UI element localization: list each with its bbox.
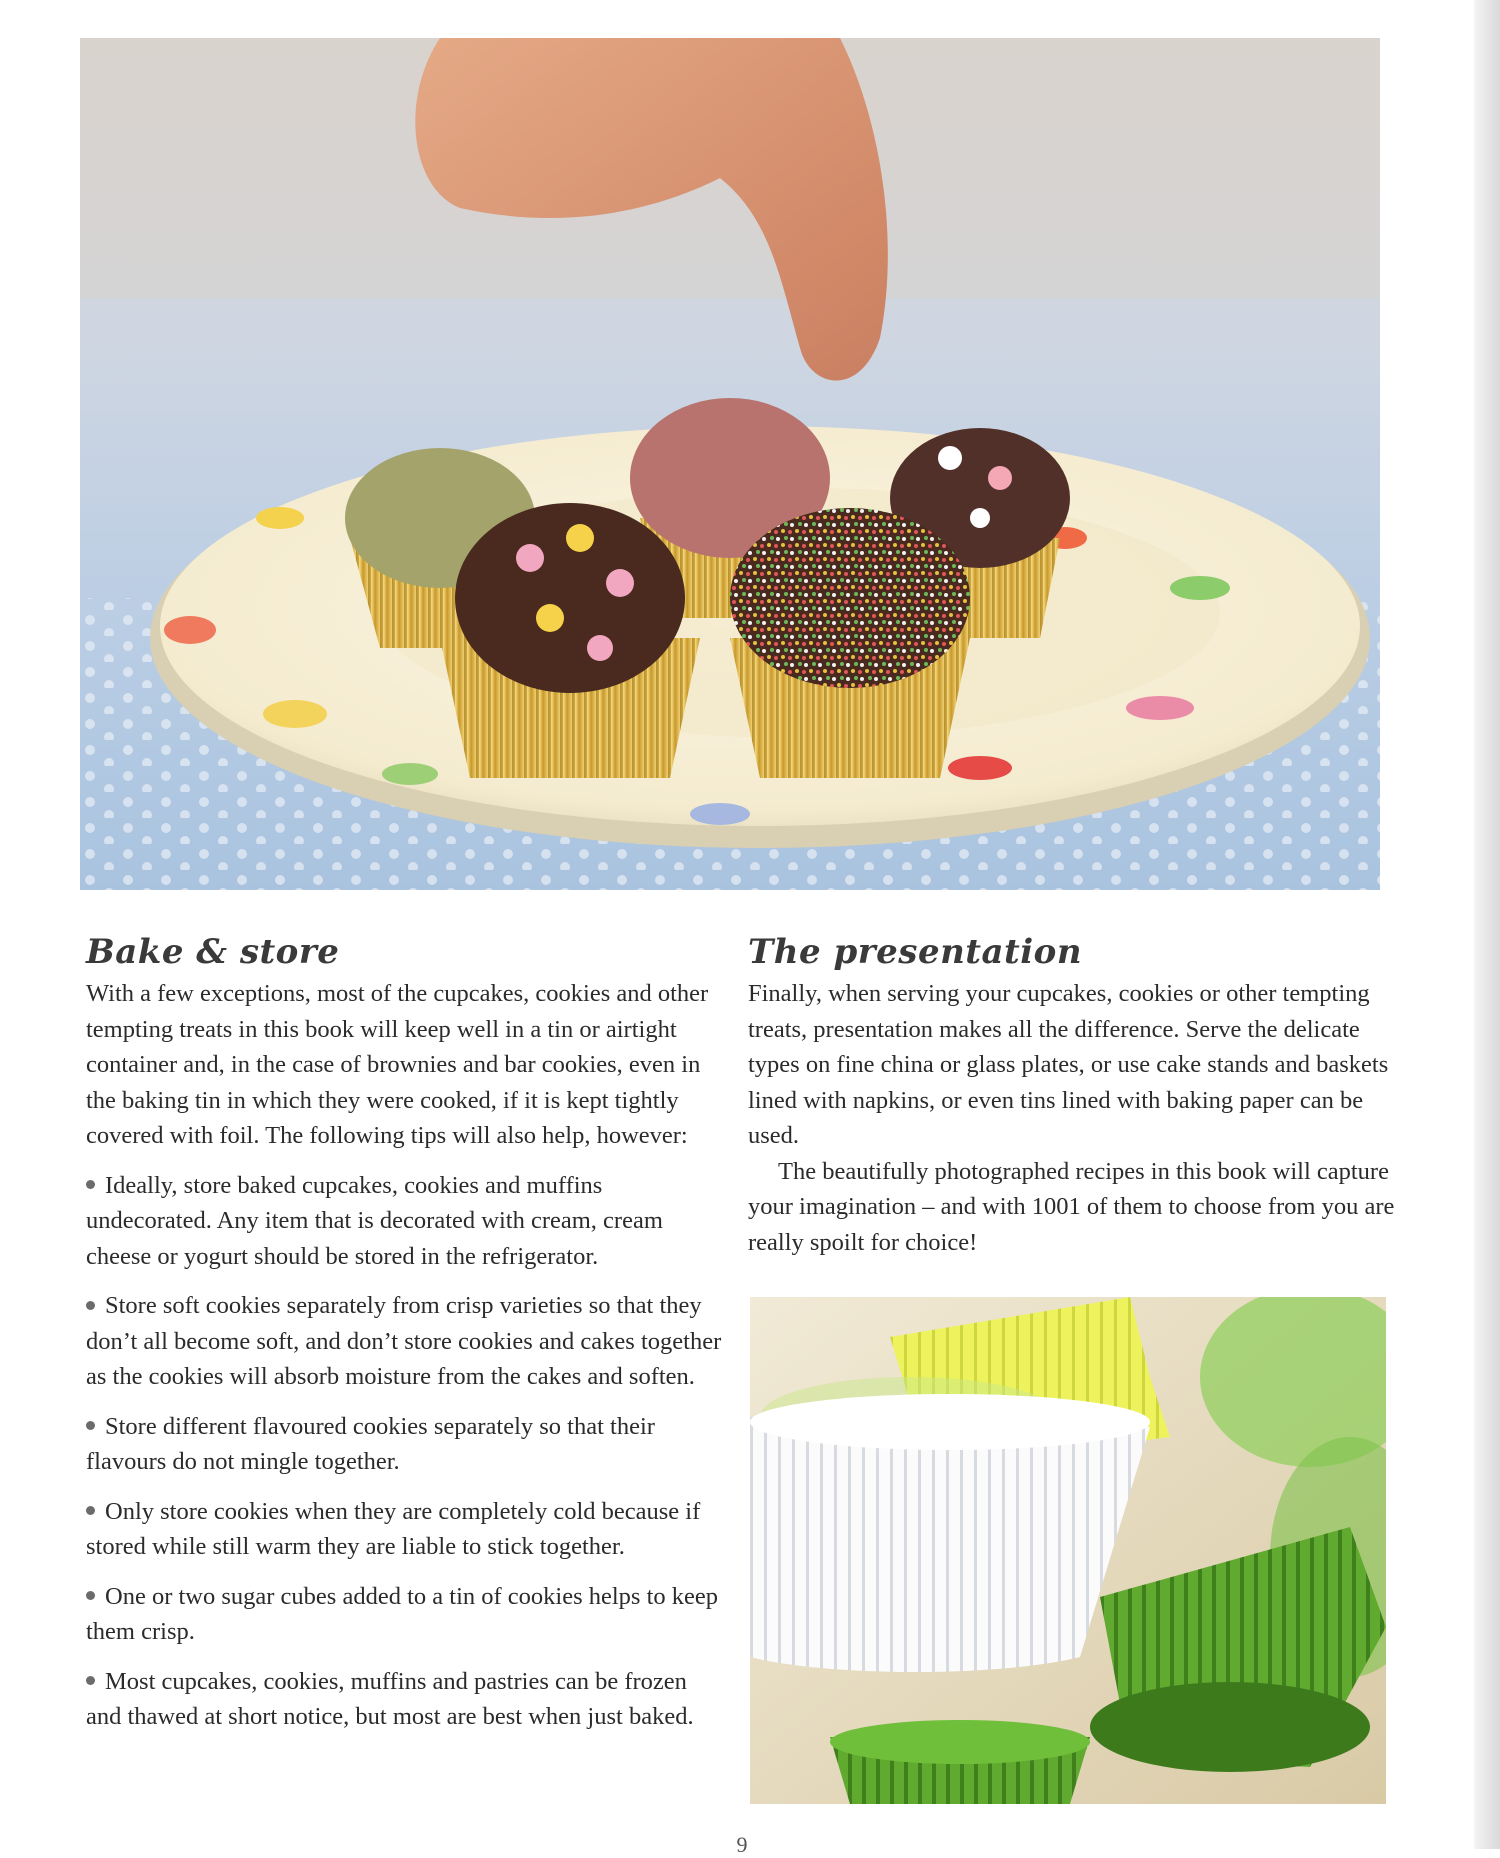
presentation-section (748, 930, 1398, 1260)
presentation-paragraph-2: The beautifully photographed recipes in this book will capture your imagination – and with 1001 of them to choose from you are really spoilt for choice! (748, 1157, 1395, 1256)
bullet-icon (86, 1180, 95, 1189)
page-number: 9 (736, 1832, 748, 1857)
list-item (86, 1664, 726, 1735)
bake-and-store-heading: Bake & store (86, 932, 340, 972)
page-edge-shadow (1474, 0, 1500, 1849)
tip-text: Store different flavoured cookies separately so that their flavours do not mingle together. (86, 1412, 655, 1475)
cupcake-cases-photo (750, 1297, 1386, 1804)
tip-text: Ideally, store baked cupcakes, cookies and muffins undecorated. Any item that is decorated with cream, cream cheese or yogurt should be stored in the refrigerator. (86, 1171, 663, 1270)
tip-text: One or two sugar cubes added to a tin of cookies helps to keep them crisp. (86, 1582, 719, 1645)
tip-text: Store soft cookies separately from crisp varieties so that they don’t all become soft, and don’t store cookies and cakes together as the cookies will absorb moisture from the cakes and soften. (86, 1292, 722, 1390)
list-item (86, 1409, 726, 1480)
bullet-icon (86, 1591, 95, 1600)
bullet-icon (86, 1301, 95, 1310)
bake-and-store-intro: With a few exceptions, most of the cupcakes, cookies and other tempting treats in this book will keep well in a tin or airtight container and, in the case of brownies and bar cookies, even in the baking tin in which they were cooked, if it is kept tightly covered with foil. The following tips will also help, however: (86, 980, 709, 1149)
bullet-icon (86, 1506, 95, 1515)
tip-text: Most cupcakes, cookies, muffins and pastries can be frozen and thawed at short notice, but most are best when just baked. (86, 1667, 694, 1730)
list-item (86, 1168, 726, 1275)
storage-tips-list (86, 1168, 726, 1735)
list-item (86, 1288, 726, 1395)
list-item (86, 1494, 726, 1565)
tip-text: Only store cookies when they are completely cold because if stored while still warm they are liable to stick together. (86, 1497, 701, 1560)
presentation-heading: The presentation (748, 932, 1083, 972)
bake-and-store-section (86, 930, 726, 1749)
bullet-icon (86, 1421, 95, 1430)
bullet-icon (86, 1676, 95, 1685)
truffles-photo (80, 38, 1380, 890)
presentation-paragraph-1: Finally, when serving your cupcakes, cookies or other tempting treats, presentation makes all the difference. Serve the delicate types on fine china or glass plates, or use cake stands and baskets lined with napkins, or even tins lined with baking paper can be used. (748, 980, 1389, 1149)
list-item (86, 1579, 726, 1650)
